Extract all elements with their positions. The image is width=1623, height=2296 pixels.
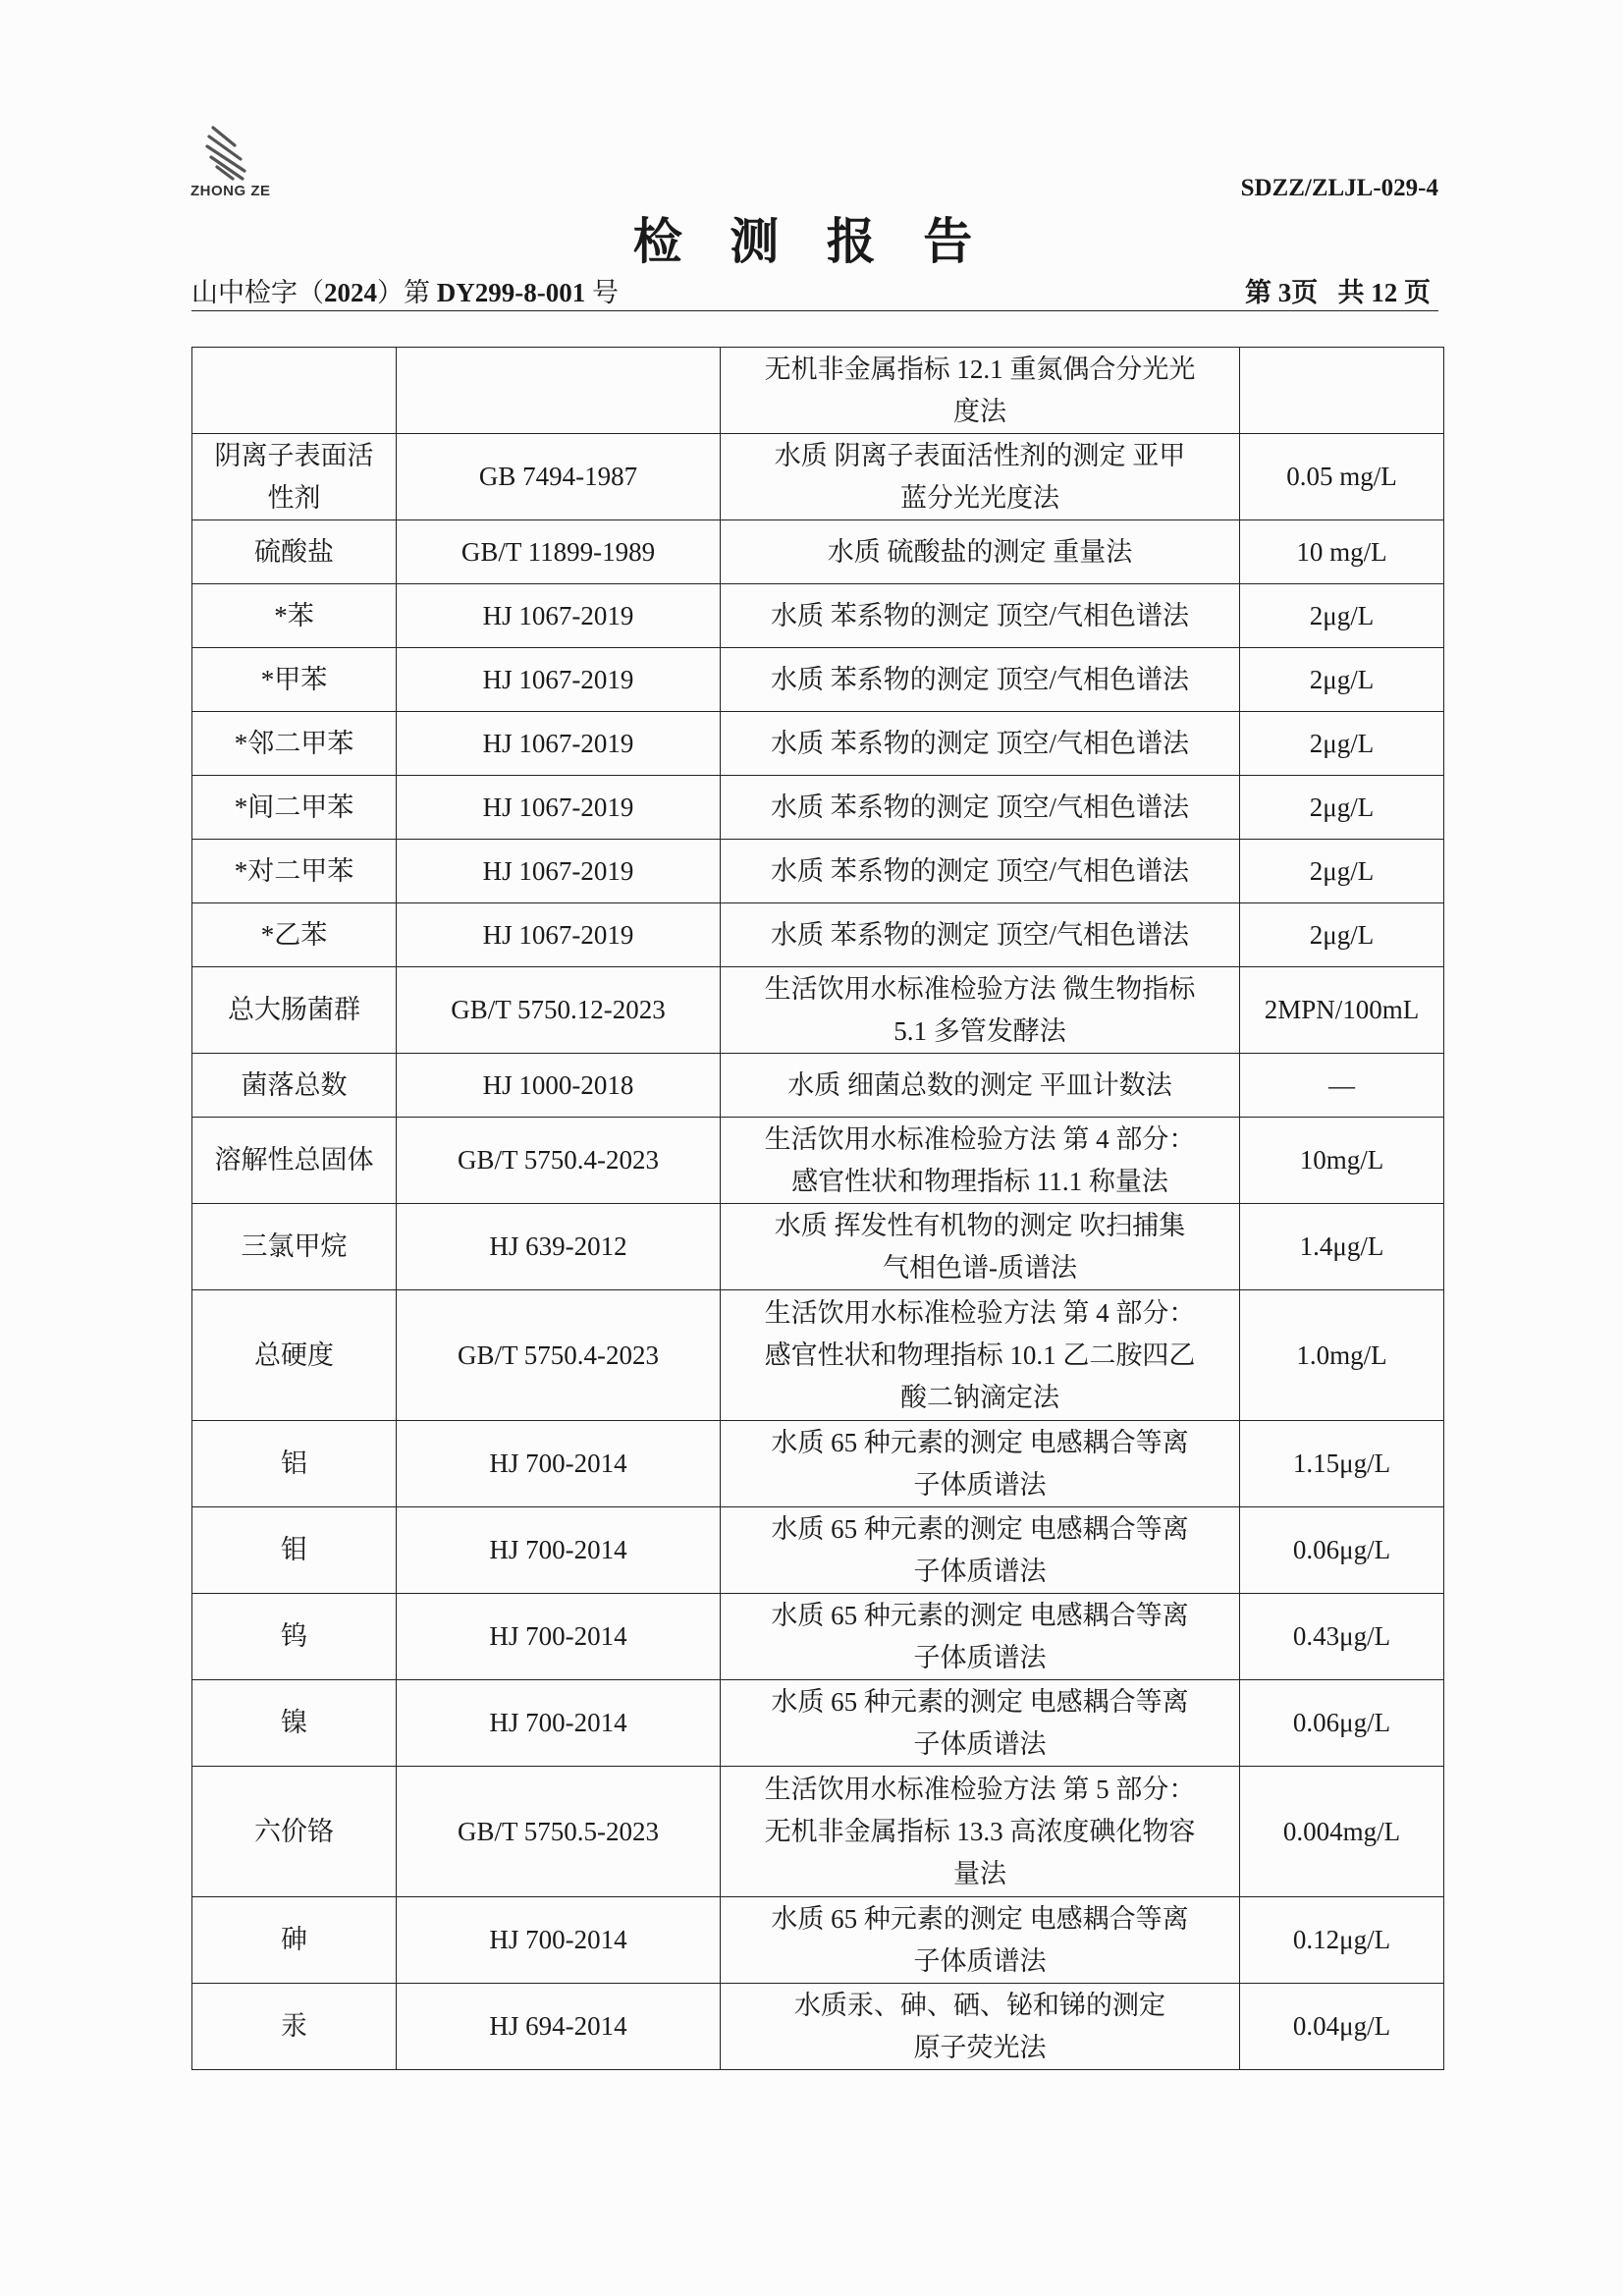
method-cell bbox=[721, 1054, 1240, 1118]
page-title: 检 测 报 告 bbox=[632, 214, 991, 269]
standard-text: GB 7494-1987 bbox=[478, 462, 638, 491]
item-cell bbox=[192, 348, 397, 434]
item-cell bbox=[192, 648, 397, 712]
standard-text: HJ 700-2014 bbox=[489, 1535, 627, 1564]
method-line: 感官性状和物理指标 11.1 称量法 bbox=[791, 1166, 1168, 1196]
limit-cell bbox=[1240, 1594, 1444, 1680]
standard-cell bbox=[397, 648, 721, 712]
table-row bbox=[192, 648, 1444, 712]
standard-text: HJ 1067-2019 bbox=[482, 919, 634, 950]
item-line: 硫酸盐 bbox=[254, 536, 334, 567]
standard-text: HJ 700-2014 bbox=[489, 1621, 627, 1651]
report-mid: ）第 bbox=[377, 278, 437, 307]
method-line: 水质 苯系物的测定 顶空/气相色谱法 bbox=[770, 600, 1189, 630]
standard-cell bbox=[397, 840, 721, 903]
standard-text: HJ 694-2014 bbox=[489, 2011, 627, 2041]
method-cell bbox=[721, 1680, 1240, 1767]
report-suffix: 号 bbox=[585, 278, 619, 307]
method-line: 子体质谱法 bbox=[913, 1556, 1047, 1586]
standard-text: HJ 700-2014 bbox=[489, 1925, 627, 1954]
item-cell bbox=[192, 584, 397, 648]
item-cell bbox=[192, 1767, 397, 1897]
standard-cell bbox=[397, 1204, 721, 1290]
item-line: 钼 bbox=[281, 1535, 307, 1564]
method-cell bbox=[721, 840, 1240, 903]
item-line: *间二甲苯 bbox=[234, 792, 354, 822]
method-line: 蓝分光光度法 bbox=[900, 482, 1059, 513]
standard-cell bbox=[397, 1054, 721, 1118]
method-cell bbox=[721, 1507, 1240, 1594]
standard-cell bbox=[397, 434, 721, 520]
limit-text: 2μg/L bbox=[1309, 664, 1375, 694]
method-line: 生活饮用水标准检验方法 第 4 部分： bbox=[764, 1123, 1196, 1154]
item-line: *对二甲苯 bbox=[234, 855, 354, 886]
limit-cell bbox=[1240, 348, 1444, 434]
item-line: *苯 bbox=[274, 600, 314, 630]
method-line: 水质 苯系物的测定 顶空/气相色谱法 bbox=[770, 792, 1189, 822]
limit-cell bbox=[1240, 1680, 1444, 1767]
limit-cell bbox=[1240, 903, 1444, 967]
method-line: 水质 65 种元素的测定 电感耦合等离 bbox=[771, 1686, 1189, 1717]
method-line: 无机非金属指标 13.3 高浓度碘化物容 bbox=[764, 1816, 1196, 1846]
limit-cell bbox=[1240, 776, 1444, 840]
limit-text: 2μg/L bbox=[1309, 919, 1375, 950]
method-cell bbox=[721, 967, 1240, 1054]
limit-text: 0.12μg/L bbox=[1292, 1925, 1391, 1954]
page-indicator bbox=[1245, 275, 1431, 310]
standard-cell bbox=[397, 584, 721, 648]
report-number bbox=[191, 275, 619, 310]
item-line: 三氯甲烷 bbox=[241, 1231, 348, 1261]
table-row bbox=[192, 1290, 1444, 1421]
limit-text: 1.0mg/L bbox=[1296, 1339, 1387, 1370]
report-no: DY299-8-001 bbox=[436, 278, 586, 307]
item-cell bbox=[192, 1984, 397, 2070]
method-cell bbox=[721, 434, 1240, 520]
item-line: 铝 bbox=[281, 1449, 307, 1478]
limit-cell bbox=[1240, 1054, 1444, 1118]
standard-text: GB/T 5750.4-2023 bbox=[457, 1339, 659, 1370]
method-line: 水质 苯系物的测定 顶空/气相色谱法 bbox=[770, 855, 1189, 886]
method-line: 生活饮用水标准检验方法 第 4 部分： bbox=[764, 1297, 1196, 1328]
table-row bbox=[192, 967, 1444, 1054]
method-line: 酸二钠滴定法 bbox=[900, 1382, 1059, 1412]
method-cell bbox=[721, 1767, 1240, 1897]
method-line: 子体质谱法 bbox=[913, 1945, 1047, 1976]
standard-cell bbox=[397, 1984, 721, 2070]
item-cell bbox=[192, 520, 397, 584]
item-cell bbox=[192, 434, 397, 520]
item-line: 汞 bbox=[281, 2011, 307, 2041]
table-row bbox=[192, 1897, 1444, 1984]
item-line: 总硬度 bbox=[254, 1339, 334, 1370]
item-line: 六价铬 bbox=[254, 1816, 334, 1846]
table-row bbox=[192, 1054, 1444, 1118]
method-cell bbox=[721, 1897, 1240, 1984]
method-cell bbox=[721, 712, 1240, 776]
limit-text: — bbox=[1328, 1069, 1355, 1100]
limit-text: 2μg/L bbox=[1309, 792, 1375, 822]
limit-text: 2μg/L bbox=[1309, 728, 1375, 758]
limit-cell bbox=[1240, 840, 1444, 903]
standard-text: HJ 1067-2019 bbox=[482, 728, 634, 758]
method-line: 子体质谱法 bbox=[913, 1642, 1047, 1672]
item-line: 阴离子表面活 bbox=[214, 440, 374, 470]
results-table-body bbox=[192, 348, 1444, 2070]
table-row bbox=[192, 584, 1444, 648]
standard-text: HJ 1067-2019 bbox=[482, 855, 634, 886]
standard-text: HJ 700-2014 bbox=[489, 1708, 627, 1737]
table-row bbox=[192, 434, 1444, 520]
limit-text: 0.05 mg/L bbox=[1286, 462, 1397, 491]
standard-cell bbox=[397, 1507, 721, 1594]
limit-cell bbox=[1240, 1204, 1444, 1290]
limit-text: 2MPN/100mL bbox=[1264, 995, 1420, 1024]
limit-cell bbox=[1240, 434, 1444, 520]
method-cell bbox=[721, 1984, 1240, 2070]
standard-text: HJ 1067-2019 bbox=[482, 664, 634, 694]
method-line: 水质 65 种元素的测定 电感耦合等离 bbox=[771, 1513, 1189, 1544]
item-line: 钨 bbox=[281, 1621, 307, 1651]
item-cell bbox=[192, 1204, 397, 1290]
method-line: 原子荧光法 bbox=[913, 2032, 1047, 2062]
method-line: 水质 65 种元素的测定 电感耦合等离 bbox=[771, 1903, 1189, 1934]
standard-text: GB/T 5750.5-2023 bbox=[457, 1816, 659, 1846]
method-line: 量法 bbox=[953, 1858, 1006, 1888]
item-line: *邻二甲苯 bbox=[234, 728, 354, 758]
method-line: 子体质谱法 bbox=[913, 1728, 1047, 1759]
standard-cell bbox=[397, 1290, 721, 1421]
method-cell bbox=[721, 1290, 1240, 1421]
standard-text: HJ 1000-2018 bbox=[482, 1069, 634, 1100]
table-row bbox=[192, 1767, 1444, 1897]
standard-text: GB/T 5750.12-2023 bbox=[451, 995, 666, 1024]
item-line: 砷 bbox=[281, 1925, 307, 1954]
document-code: SDZZ/ZLJL-029-4 bbox=[1240, 175, 1438, 201]
method-line: 水质 挥发性有机物的测定 吹扫捕集 bbox=[774, 1210, 1186, 1240]
standard-cell bbox=[397, 903, 721, 967]
standard-cell bbox=[397, 348, 721, 434]
logo-text: ZHONG ZE bbox=[190, 183, 271, 199]
method-line: 水质 阴离子表面活性剂的测定 亚甲 bbox=[774, 440, 1186, 470]
limit-text: 0.06μg/L bbox=[1292, 1708, 1391, 1737]
limit-text: 0.43μg/L bbox=[1292, 1621, 1391, 1651]
report-year: 2024 bbox=[324, 278, 377, 307]
method-line: 度法 bbox=[953, 396, 1006, 426]
limit-cell bbox=[1240, 1421, 1444, 1507]
standard-cell bbox=[397, 1421, 721, 1507]
method-line: 水质 苯系物的测定 顶空/气相色谱法 bbox=[770, 664, 1189, 694]
standard-text: HJ 639-2012 bbox=[489, 1231, 627, 1261]
standard-cell bbox=[397, 1118, 721, 1204]
item-cell bbox=[192, 1680, 397, 1767]
item-cell bbox=[192, 1290, 397, 1421]
table-row bbox=[192, 520, 1444, 584]
method-line: 气相色谱-质谱法 bbox=[883, 1252, 1077, 1283]
method-cell bbox=[721, 348, 1240, 434]
method-cell bbox=[721, 584, 1240, 648]
item-line: 溶解性总固体 bbox=[214, 1145, 374, 1175]
table-row bbox=[192, 776, 1444, 840]
method-line: 生活饮用水标准检验方法 第 5 部分： bbox=[764, 1774, 1196, 1804]
method-line: 水质汞、砷、硒、铋和锑的测定 bbox=[794, 1990, 1165, 2020]
limit-cell bbox=[1240, 1767, 1444, 1897]
limit-text: 1.15μg/L bbox=[1292, 1449, 1391, 1478]
company-logo-icon bbox=[201, 122, 262, 183]
limit-text: 0.004mg/L bbox=[1282, 1816, 1401, 1846]
limit-cell bbox=[1240, 1897, 1444, 1984]
limit-cell bbox=[1240, 1507, 1444, 1594]
method-line: 无机非金属指标 12.1 重氮偶合分光光 bbox=[764, 354, 1196, 384]
item-cell bbox=[192, 1118, 397, 1204]
limit-cell bbox=[1240, 1984, 1444, 2070]
method-line: 水质 苯系物的测定 顶空/气相色谱法 bbox=[770, 919, 1189, 950]
method-line: 水质 65 种元素的测定 电感耦合等离 bbox=[771, 1427, 1189, 1457]
item-line: 性剂 bbox=[267, 482, 321, 513]
limit-cell bbox=[1240, 584, 1444, 648]
results-table bbox=[191, 347, 1444, 2070]
method-line: 水质 65 种元素的测定 电感耦合等离 bbox=[771, 1600, 1189, 1630]
limit-text: 2μg/L bbox=[1309, 600, 1375, 630]
method-cell bbox=[721, 776, 1240, 840]
method-line: 水质 细菌总数的测定 平皿计数法 bbox=[787, 1069, 1172, 1100]
standard-cell bbox=[397, 1594, 721, 1680]
method-cell bbox=[721, 1594, 1240, 1680]
item-line: 镍 bbox=[281, 1708, 307, 1737]
table-row bbox=[192, 1680, 1444, 1767]
standard-cell bbox=[397, 1680, 721, 1767]
method-cell bbox=[721, 1118, 1240, 1204]
standard-cell bbox=[397, 967, 721, 1054]
standard-text: HJ 1067-2019 bbox=[482, 600, 634, 630]
method-line: 水质 苯系物的测定 顶空/气相色谱法 bbox=[770, 728, 1189, 758]
limit-text: 0.06μg/L bbox=[1292, 1535, 1391, 1564]
limit-cell bbox=[1240, 967, 1444, 1054]
standard-cell bbox=[397, 1767, 721, 1897]
item-cell bbox=[192, 967, 397, 1054]
method-line: 感官性状和物理指标 10.1 乙二胺四乙 bbox=[764, 1339, 1196, 1370]
standard-text: HJ 700-2014 bbox=[489, 1449, 627, 1478]
table-row bbox=[192, 1984, 1444, 2070]
item-cell bbox=[192, 1507, 397, 1594]
table-row bbox=[192, 840, 1444, 903]
method-line: 5.1 多管发酵法 bbox=[893, 1015, 1066, 1046]
item-line: *甲苯 bbox=[260, 664, 328, 694]
item-line: *乙苯 bbox=[260, 919, 328, 950]
item-cell bbox=[192, 1594, 397, 1680]
item-line: 总大肠菌群 bbox=[228, 995, 360, 1024]
table-row bbox=[192, 348, 1444, 434]
standard-cell bbox=[397, 520, 721, 584]
report-prefix: 山中检字（ bbox=[191, 278, 324, 307]
standard-text: GB/T 11899-1989 bbox=[460, 536, 656, 567]
page-number: 第 3页 bbox=[1245, 278, 1319, 307]
method-cell bbox=[721, 648, 1240, 712]
limit-cell bbox=[1240, 1118, 1444, 1204]
item-cell bbox=[192, 1897, 397, 1984]
item-cell bbox=[192, 840, 397, 903]
method-line: 生活饮用水标准检验方法 微生物指标 bbox=[764, 973, 1196, 1004]
item-cell bbox=[192, 1054, 397, 1118]
method-cell bbox=[721, 520, 1240, 584]
item-line: 菌落总数 bbox=[241, 1069, 348, 1100]
table-row bbox=[192, 1118, 1444, 1204]
method-cell bbox=[721, 903, 1240, 967]
limit-text: 1.4μg/L bbox=[1299, 1231, 1384, 1261]
method-line: 子体质谱法 bbox=[913, 1469, 1047, 1500]
table-row bbox=[192, 903, 1444, 967]
limit-text: 10mg/L bbox=[1299, 1145, 1384, 1175]
limit-text: 10 mg/L bbox=[1296, 536, 1387, 567]
item-cell bbox=[192, 712, 397, 776]
method-cell bbox=[721, 1421, 1240, 1507]
table-row bbox=[192, 1204, 1444, 1290]
limit-text: 0.04μg/L bbox=[1292, 2011, 1391, 2041]
standard-cell bbox=[397, 712, 721, 776]
item-cell bbox=[192, 776, 397, 840]
limit-cell bbox=[1240, 1290, 1444, 1421]
table-row bbox=[192, 1421, 1444, 1507]
limit-cell bbox=[1240, 520, 1444, 584]
item-cell bbox=[192, 1421, 397, 1507]
total-pages: 共 12 页 bbox=[1337, 278, 1431, 307]
standard-cell bbox=[397, 1897, 721, 1984]
method-line: 水质 硫酸盐的测定 重量法 bbox=[827, 536, 1133, 567]
table-row bbox=[192, 712, 1444, 776]
limit-cell bbox=[1240, 648, 1444, 712]
standard-text: GB/T 5750.4-2023 bbox=[457, 1145, 659, 1175]
standard-cell bbox=[397, 776, 721, 840]
report-number-line bbox=[191, 275, 1438, 311]
limit-text: 2μg/L bbox=[1309, 855, 1375, 886]
item-cell bbox=[192, 903, 397, 967]
table-row bbox=[192, 1594, 1444, 1680]
limit-cell bbox=[1240, 712, 1444, 776]
method-cell bbox=[721, 1204, 1240, 1290]
standard-text: HJ 1067-2019 bbox=[482, 792, 634, 822]
table-row bbox=[192, 1507, 1444, 1594]
